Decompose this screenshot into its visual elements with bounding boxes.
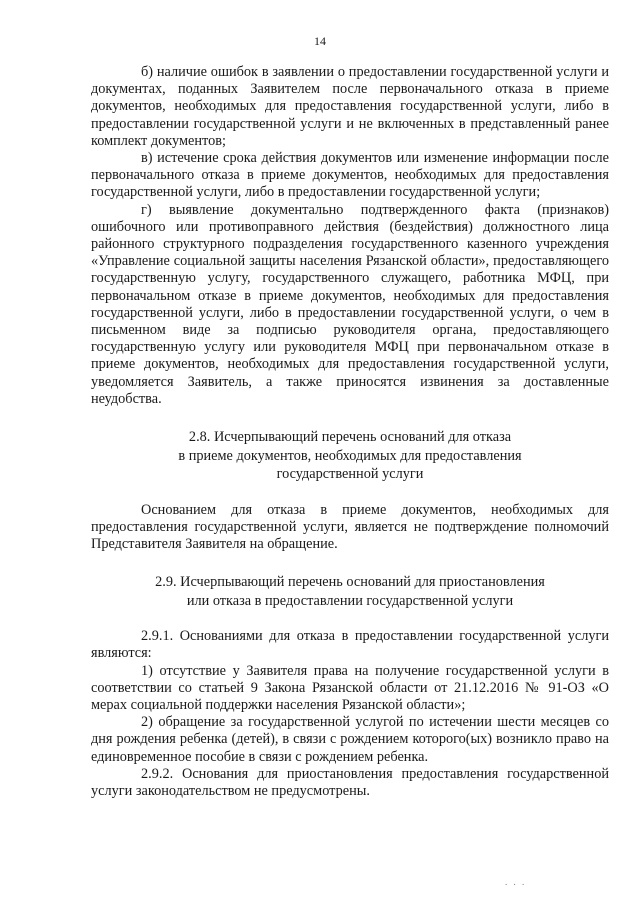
- scan-mark: . . .: [505, 877, 527, 887]
- heading-2-8-line-2: в приеме документов, необходимых для предоставления: [178, 447, 522, 464]
- heading-2-8-line-1: 2.8. Исчерпывающий перечень оснований для отказа: [188, 429, 512, 446]
- paragraph-b: б) наличие ошибок в заявлении о предоставлении государственной услуги и документах, поданных Заявителем после первоначального отказа в приеме документов, необходимых для предоставления государственной услуги, либо в предоставлении государственной услуги и не включенных в представленный ранее комплект документов;: [91, 64, 609, 149]
- heading-2-9-line-2: или отказа в предоставлении государственной услуги: [186, 592, 514, 609]
- paragraph-2-9-1: 2.9.1. Основаниями для отказа в предоставлении государственной услуги являются:: [91, 628, 609, 662]
- document-body: [91, 64, 609, 800]
- heading-2-9-line-1: 2.9. Исчерпывающий перечень оснований для приостановления: [155, 574, 545, 591]
- paragraph-g: г) выявление документально подтвержденного факта (признаков) ошибочного или противоправного действия (бездействия) должностного лица районного структурного подразделения государственного казенного учреждения «Управление социальной защиты населения Рязанской области», предоставляющего государственную услугу, государственного служащего, работника МФЦ, при первоначальном отказе в приеме документов, необходимых для предоставления государственной услуги, либо в предоставлении государственной услуги, о чем в письменном виде за подписью руководителя органа, предоставляющего государственную услугу или руководителя МФЦ при первоначальном отказе в приеме документов, необходимых для предоставления государственной услуги, уведомляется Заявитель, а также приносятся извинения за доставленные неудобства.: [91, 201, 609, 407]
- paragraph-v: в) истечение срока действия документов или изменение информации после первоначального отказа в приеме документов, необходимых для предоставления государственной услуги, либо в предоставлении государственной услуги;: [91, 150, 609, 201]
- heading-section-2-8: [91, 428, 609, 484]
- paragraph-item-2: 2) обращение за государственной услугой по истечении шести месяцев со дня рождения ребенка (детей), в связи с рождением которого(ых) возникло право на единовременное пособие в связи с рождением ребенка.: [91, 714, 609, 765]
- page-number: 14: [314, 34, 326, 48]
- heading-2-8-line-3: государственной услуги: [276, 466, 424, 483]
- paragraph-refusal-basis: Основанием для отказа в приеме документов, необходимых для предоставления государственной услуги, является не подтверждение полномочий Представителя Заявителя на обращение.: [91, 501, 609, 552]
- heading-section-2-9: [91, 573, 609, 610]
- paragraph-2-9-2: 2.9.2. Основания для приостановления предоставления государственной услуги законодательством не предусмотрены.: [91, 765, 609, 799]
- paragraph-item-1: 1) отсутствие у Заявителя права на получение государственной услуги в соответствии со статьей 9 Закона Рязанской области от 21.12.2016 № 91-ОЗ «О мерах социальной поддержки населения Рязанской области»;: [91, 662, 609, 713]
